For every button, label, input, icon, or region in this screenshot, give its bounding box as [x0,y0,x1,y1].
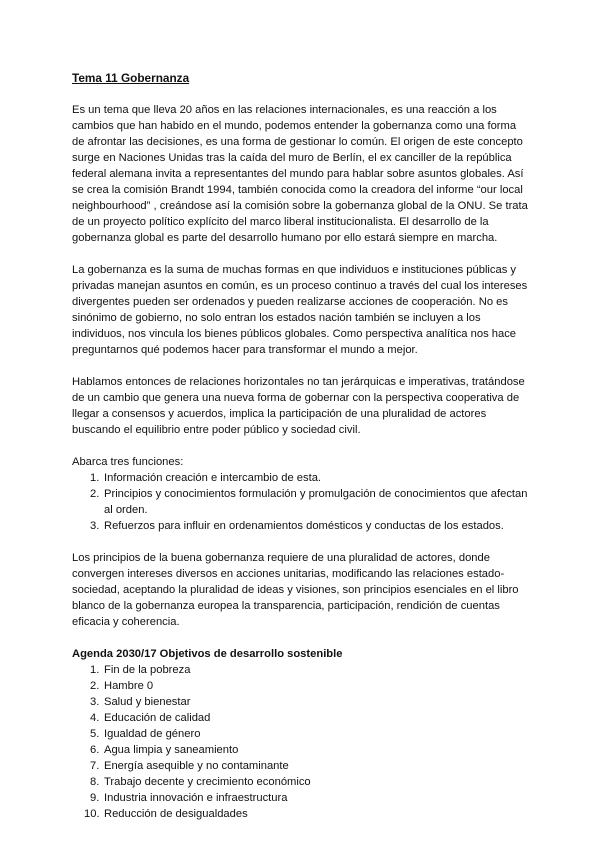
list-item [72,790,528,806]
list-text: Industria innovación e infraestructura [104,792,288,804]
list-item [72,710,528,726]
list-item [72,678,528,694]
functions-list [72,470,528,534]
list-item [72,726,528,742]
agenda-heading: Agenda 2030/17 Objetivos de desarrollo sostenible [72,648,343,660]
document-body [72,70,528,838]
list-text: Agua limpia y saneamiento [104,744,239,756]
list-number: 10. [84,808,100,820]
list-text: Trabajo decente y crecimiento económico [104,776,311,788]
list-item [72,774,528,790]
list-text: Educación de calidad [104,712,211,724]
list-number: 6. [90,744,100,756]
list-text: Energía asequible y no contaminante [104,760,289,772]
list-text: Fin de la pobreza [104,664,191,676]
list-text: Información creación e intercambio de esta. [104,472,322,484]
list-item [72,486,528,518]
list-text: Salud y bienestar [104,696,191,708]
list-number: 7. [90,760,100,772]
list-number: 3. [90,696,100,708]
paragraph-intro: Es un tema que lleva 20 años en las relaciones internacionales, es una reacción a los cambios que han habido en el mundo, podemos entender la gobernanza como una forma de afrontar las decisiones, es una forma de gestionar lo común. El origen de este concepto surge en Naciones Unidas tras la caída del muro de Berlín, el ex canciller de la república federal alemana invita a representantes del mundo para hablar sobre asuntos globales. Así se crea la comisión Brandt 1994, también conocida como la creadora del informe “our local neighbourhood” , creándose así la comisión sobre la gobernanza global de la ONU. Se trata de un proyecto político explícito del marco liberal institucionalista. El desarrollo de la gobernanza global es parte del desarrollo humano por ello estará siempre en marcha. [72,104,528,244]
page-title: Tema 11 Gobernanza [72,71,190,85]
list-item [72,694,528,710]
paragraph-definition: La gobernanza es la suma de muchas formas en que individuos e instituciones públicas y privadas manejan asuntos en común, es un proceso continuo a través del cual los intereses divergentes pueden ser ordenados y pueden realizarse acciones de cooperación. No es sinónimo de gobierno, no solo entran los estados nación también se incluyen a los individuos, nos vincula los bienes públicos globales. Como perspectiva analítica nos hace preguntarnos qué podemos hacer para transformar el mundo a mejor. [72,264,528,356]
list-text: Igualdad de género [104,728,201,740]
list-number: 4. [90,712,100,724]
list-number: 1. [90,472,100,484]
list-text: Hambre 0 [104,680,154,692]
list-number: 2. [90,680,100,692]
list-item [72,758,528,774]
list-item [72,470,528,486]
list-item [72,518,528,534]
list-item [72,662,528,678]
list-text: Principios y conocimientos formulación y promulgación de conocimientos que afectan al orden. [104,488,528,516]
list-item [72,806,528,822]
list-number: 1. [90,664,100,676]
goals-list [72,662,528,822]
paragraph-horizontal-relations: Hablamos entonces de relaciones horizontales no tan jerárquicas e imperativas, tratándose de un cambio que genera una nueva forma de gobernar con la perspectiva cooperativa de llegar a consensos y acuerdos, implica la participación de una pluralidad de actores buscando el equilibrio entre poder público y sociedad civil. [72,376,525,436]
list-text: Refuerzos para influir en ordenamientos domésticos y conductas de los estados. [104,520,504,532]
list-item [72,742,528,758]
paragraph-principles: Los principios de la buena gobernanza requiere de una pluralidad de actores, donde convergen intereses diversos en acciones unitarias, modificando las relaciones estado-sociedad, aceptando la pluralidad de ideas y visiones, son principios esenciales en el libro blanco de la gobernanza europea la transparencia, participación, rendición de cuentas eficacia y coherencia. [72,552,519,628]
list-number: 8. [90,776,100,788]
list-number: 3. [90,520,100,532]
list-number: 2. [90,488,100,500]
list-number: 5. [90,728,100,740]
list-number: 9. [90,792,100,804]
list-text: Reducción de desigualdades [104,808,248,820]
functions-intro: Abarca tres funciones: [72,456,184,468]
